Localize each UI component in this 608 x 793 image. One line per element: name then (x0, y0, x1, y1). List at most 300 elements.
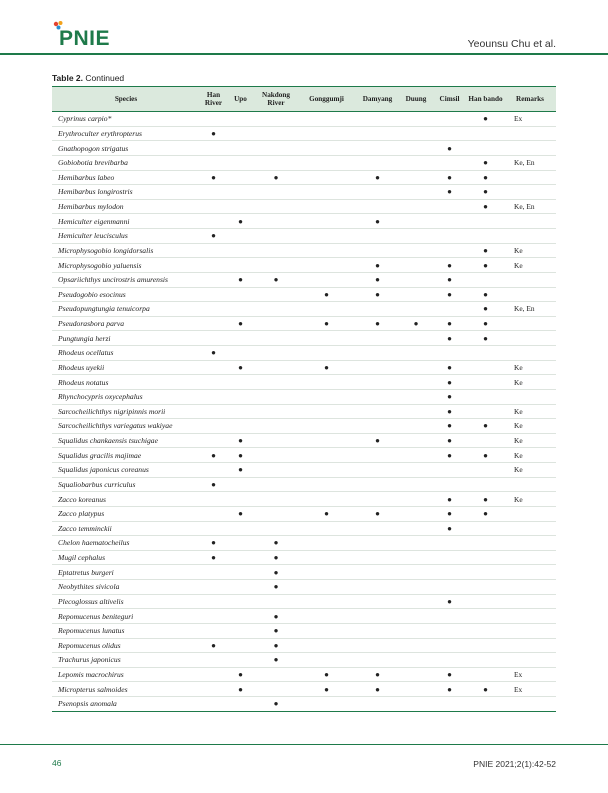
table-row (52, 155, 556, 170)
presence-cell-han (200, 682, 227, 697)
presence-cell-han (200, 594, 227, 609)
running-head-authors: Yeounsu Chu et al. (467, 38, 556, 50)
presence-cell-cimsil: ● (432, 389, 467, 404)
presence-cell-hanbando (467, 229, 504, 244)
remarks-cell (504, 536, 556, 551)
presence-cell-nakdong: ● (254, 580, 298, 595)
table-row (52, 682, 556, 697)
presence-cell-hanbando: ● (467, 506, 504, 521)
remarks-cell (504, 550, 556, 565)
presence-cell-gonggumji (298, 463, 355, 478)
presence-cell-nakdong: ● (254, 638, 298, 653)
presence-cell-duung (400, 609, 432, 624)
presence-cell-gonggumji: ● (298, 667, 355, 682)
remarks-cell (504, 229, 556, 244)
presence-cell-cimsil: ● (432, 682, 467, 697)
presence-cell-gonggumji (298, 272, 355, 287)
presence-cell-damyang: ● (355, 258, 400, 273)
presence-cell-gonggumji: ● (298, 316, 355, 331)
presence-cell-damyang (355, 594, 400, 609)
presence-cell-cimsil: ● (432, 419, 467, 434)
presence-cell-han (200, 258, 227, 273)
table-row (52, 653, 556, 668)
presence-cell-han (200, 653, 227, 668)
presence-cell-gonggumji (298, 170, 355, 185)
presence-cell-upo (227, 229, 254, 244)
presence-cell-duung (400, 477, 432, 492)
species-name: Pungtungia herzi (52, 331, 200, 346)
presence-cell-nakdong: ● (254, 565, 298, 580)
remarks-cell: Ex (504, 112, 556, 127)
remarks-cell: Ke, En (504, 302, 556, 317)
presence-cell-duung (400, 521, 432, 536)
presence-cell-duung (400, 375, 432, 390)
presence-cell-upo (227, 623, 254, 638)
remarks-cell (504, 346, 556, 361)
species-name: Pseudogobio esocinus (52, 287, 200, 302)
species-name: Eptatretus burgeri (52, 565, 200, 580)
presence-cell-gonggumji (298, 536, 355, 551)
presence-cell-upo (227, 302, 254, 317)
presence-cell-nakdong (254, 492, 298, 507)
presence-cell-hanbando (467, 638, 504, 653)
column-header-damyang: Damyang (355, 87, 400, 112)
presence-cell-nakdong (254, 243, 298, 258)
presence-cell-upo (227, 331, 254, 346)
remarks-cell (504, 506, 556, 521)
presence-cell-damyang (355, 609, 400, 624)
presence-cell-han: ● (200, 126, 227, 141)
presence-cell-nakdong: ● (254, 609, 298, 624)
remarks-cell: Ke (504, 448, 556, 463)
presence-cell-damyang (355, 346, 400, 361)
presence-cell-damyang (355, 653, 400, 668)
presence-cell-han: ● (200, 229, 227, 244)
presence-cell-gonggumji (298, 521, 355, 536)
presence-cell-cimsil: ● (432, 141, 467, 156)
presence-cell-gonggumji (298, 623, 355, 638)
presence-cell-hanbando: ● (467, 302, 504, 317)
presence-cell-damyang (355, 229, 400, 244)
presence-cell-damyang (355, 126, 400, 141)
presence-cell-gonggumji (298, 594, 355, 609)
presence-cell-han (200, 580, 227, 595)
presence-cell-nakdong (254, 287, 298, 302)
table-row (52, 492, 556, 507)
presence-cell-damyang (355, 112, 400, 127)
presence-cell-han (200, 214, 227, 229)
presence-cell-duung (400, 580, 432, 595)
presence-cell-hanbando: ● (467, 112, 504, 127)
presence-cell-damyang: ● (355, 316, 400, 331)
presence-cell-han (200, 565, 227, 580)
remarks-cell (504, 609, 556, 624)
remarks-cell (504, 521, 556, 536)
presence-cell-cimsil: ● (432, 170, 467, 185)
table-row (52, 346, 556, 361)
presence-cell-upo (227, 126, 254, 141)
remarks-cell (504, 594, 556, 609)
remarks-cell (504, 141, 556, 156)
presence-cell-duung (400, 638, 432, 653)
presence-cell-cimsil: ● (432, 272, 467, 287)
remarks-cell (504, 170, 556, 185)
presence-cell-nakdong (254, 404, 298, 419)
journal-citation: PNIE 2021;2(1):42-52 (473, 759, 556, 769)
presence-cell-gonggumji (298, 477, 355, 492)
presence-cell-damyang: ● (355, 287, 400, 302)
table-row (52, 550, 556, 565)
presence-cell-hanbando: ● (467, 155, 504, 170)
presence-cell-hanbando (467, 389, 504, 404)
presence-cell-gonggumji: ● (298, 287, 355, 302)
species-name: Pseudorasbora parva (52, 316, 200, 331)
presence-cell-upo (227, 199, 254, 214)
remarks-cell (504, 580, 556, 595)
species-name: Psenopsis anomala (52, 697, 200, 712)
presence-cell-upo (227, 653, 254, 668)
logo-text: PNIE (59, 27, 111, 50)
presence-cell-damyang: ● (355, 682, 400, 697)
presence-cell-damyang (355, 448, 400, 463)
presence-cell-upo: ● (227, 272, 254, 287)
presence-cell-nakdong: ● (254, 653, 298, 668)
presence-cell-gonggumji (298, 126, 355, 141)
species-name: Plecoglossus altivelis (52, 594, 200, 609)
presence-cell-gonggumji (298, 389, 355, 404)
remarks-cell (504, 565, 556, 580)
presence-cell-hanbando (467, 272, 504, 287)
presence-cell-damyang (355, 155, 400, 170)
presence-cell-cimsil (432, 623, 467, 638)
presence-cell-damyang (355, 375, 400, 390)
presence-cell-upo (227, 419, 254, 434)
table-row (52, 258, 556, 273)
table-row (52, 448, 556, 463)
species-name: Neobythites sivicola (52, 580, 200, 595)
presence-cell-upo (227, 141, 254, 156)
presence-cell-upo: ● (227, 448, 254, 463)
presence-cell-upo: ● (227, 463, 254, 478)
remarks-cell (504, 653, 556, 668)
remarks-cell (504, 214, 556, 229)
table-header-row (52, 87, 556, 112)
table-body (52, 112, 556, 712)
presence-cell-hanbando (467, 653, 504, 668)
presence-cell-nakdong: ● (254, 170, 298, 185)
presence-cell-hanbando (467, 214, 504, 229)
species-table (52, 86, 556, 712)
presence-cell-nakdong (254, 331, 298, 346)
presence-cell-cimsil (432, 463, 467, 478)
pnie-logo (52, 20, 122, 50)
presence-cell-nakdong: ● (254, 623, 298, 638)
presence-cell-gonggumji: ● (298, 506, 355, 521)
presence-cell-cimsil (432, 346, 467, 361)
presence-cell-duung (400, 346, 432, 361)
presence-cell-gonggumji (298, 185, 355, 200)
presence-cell-duung (400, 682, 432, 697)
species-name: Lepomis macrochirus (52, 667, 200, 682)
presence-cell-han (200, 433, 227, 448)
presence-cell-upo (227, 477, 254, 492)
table-row (52, 697, 556, 712)
presence-cell-nakdong (254, 375, 298, 390)
table-row (52, 287, 556, 302)
presence-cell-hanbando: ● (467, 287, 504, 302)
species-name: Rhodeus ocellatus (52, 346, 200, 361)
presence-cell-upo: ● (227, 316, 254, 331)
presence-cell-duung (400, 155, 432, 170)
presence-cell-damyang (355, 389, 400, 404)
presence-cell-han (200, 609, 227, 624)
presence-cell-han: ● (200, 170, 227, 185)
remarks-cell: Ke, En (504, 155, 556, 170)
presence-cell-duung (400, 141, 432, 156)
presence-cell-hanbando (467, 565, 504, 580)
presence-cell-damyang (355, 302, 400, 317)
presence-cell-nakdong (254, 360, 298, 375)
presence-cell-duung (400, 419, 432, 434)
column-header-hanbando: Han bando (467, 87, 504, 112)
footer-divider (0, 744, 608, 745)
presence-cell-gonggumji (298, 565, 355, 580)
presence-cell-cimsil: ● (432, 258, 467, 273)
presence-cell-gonggumji (298, 580, 355, 595)
presence-cell-duung (400, 170, 432, 185)
presence-cell-cimsil (432, 536, 467, 551)
presence-cell-han (200, 112, 227, 127)
presence-cell-gonggumji (298, 112, 355, 127)
remarks-cell (504, 316, 556, 331)
presence-cell-duung (400, 331, 432, 346)
presence-cell-nakdong (254, 126, 298, 141)
presence-cell-gonggumji (298, 433, 355, 448)
remarks-cell (504, 331, 556, 346)
presence-cell-han: ● (200, 346, 227, 361)
species-name: Pseudopungtungia tenuicorpa (52, 302, 200, 317)
presence-cell-damyang (355, 565, 400, 580)
presence-cell-duung (400, 185, 432, 200)
presence-cell-upo (227, 404, 254, 419)
presence-cell-nakdong (254, 477, 298, 492)
presence-cell-han (200, 419, 227, 434)
remarks-cell (504, 185, 556, 200)
presence-cell-hanbando (467, 477, 504, 492)
presence-cell-duung (400, 697, 432, 712)
column-header-upo: Upo (227, 87, 254, 112)
presence-cell-han (200, 155, 227, 170)
remarks-cell (504, 126, 556, 141)
remarks-cell: Ke (504, 375, 556, 390)
table-row (52, 112, 556, 127)
presence-cell-han (200, 316, 227, 331)
presence-cell-hanbando (467, 536, 504, 551)
presence-cell-damyang (355, 550, 400, 565)
table-row (52, 667, 556, 682)
presence-cell-hanbando (467, 433, 504, 448)
presence-cell-nakdong (254, 214, 298, 229)
presence-cell-han (200, 331, 227, 346)
table-row (52, 404, 556, 419)
remarks-cell (504, 697, 556, 712)
presence-cell-hanbando (467, 609, 504, 624)
presence-cell-upo (227, 375, 254, 390)
presence-cell-nakdong: ● (254, 550, 298, 565)
table-row (52, 521, 556, 536)
remarks-cell: Ex (504, 667, 556, 682)
presence-cell-duung (400, 229, 432, 244)
table-row (52, 536, 556, 551)
presence-cell-duung (400, 287, 432, 302)
presence-cell-upo (227, 697, 254, 712)
species-name: Zacco temminckii (52, 521, 200, 536)
remarks-cell: Ke (504, 243, 556, 258)
remarks-cell: Ke (504, 419, 556, 434)
presence-cell-gonggumji (298, 448, 355, 463)
presence-cell-han (200, 389, 227, 404)
table-row (52, 126, 556, 141)
presence-cell-damyang (355, 199, 400, 214)
presence-cell-han (200, 404, 227, 419)
remarks-cell: Ke (504, 492, 556, 507)
presence-cell-damyang (355, 697, 400, 712)
presence-cell-han (200, 360, 227, 375)
table-row (52, 243, 556, 258)
presence-cell-damyang: ● (355, 506, 400, 521)
presence-cell-upo (227, 565, 254, 580)
presence-cell-damyang (355, 360, 400, 375)
table-row (52, 214, 556, 229)
presence-cell-han (200, 287, 227, 302)
species-name: Sarcocheilichthys nigripinnis morii (52, 404, 200, 419)
presence-cell-han (200, 141, 227, 156)
presence-cell-nakdong (254, 389, 298, 404)
presence-cell-hanbando (467, 404, 504, 419)
presence-cell-hanbando: ● (467, 682, 504, 697)
presence-cell-cimsil: ● (432, 316, 467, 331)
presence-cell-gonggumji: ● (298, 360, 355, 375)
species-name: Rhynchocypris oxycephalus (52, 389, 200, 404)
species-name: Gnathopogon strigatus (52, 141, 200, 156)
presence-cell-upo (227, 112, 254, 127)
presence-cell-gonggumji (298, 404, 355, 419)
presence-cell-gonggumji (298, 609, 355, 624)
presence-cell-cimsil: ● (432, 287, 467, 302)
presence-cell-han (200, 185, 227, 200)
presence-cell-upo (227, 258, 254, 273)
presence-cell-upo: ● (227, 360, 254, 375)
presence-cell-upo (227, 389, 254, 404)
species-name: Opsariichthys uncirostris amurensis (52, 272, 200, 287)
table-row (52, 623, 556, 638)
species-name: Mugil cephalus (52, 550, 200, 565)
presence-cell-gonggumji (298, 243, 355, 258)
page-header (0, 0, 608, 60)
presence-cell-gonggumji (298, 653, 355, 668)
presence-cell-damyang: ● (355, 433, 400, 448)
presence-cell-han (200, 375, 227, 390)
presence-cell-han (200, 199, 227, 214)
presence-cell-nakdong (254, 419, 298, 434)
species-name: Repomucenus olidus (52, 638, 200, 653)
presence-cell-gonggumji (298, 229, 355, 244)
presence-cell-gonggumji (298, 302, 355, 317)
presence-cell-damyang (355, 331, 400, 346)
presence-cell-damyang: ● (355, 272, 400, 287)
presence-cell-gonggumji (298, 199, 355, 214)
column-header-nakdong: Nakdong River (254, 87, 298, 112)
remarks-cell: Ke (504, 404, 556, 419)
presence-cell-damyang (355, 419, 400, 434)
presence-cell-gonggumji (298, 375, 355, 390)
remarks-cell (504, 638, 556, 653)
presence-cell-cimsil (432, 155, 467, 170)
presence-cell-nakdong (254, 302, 298, 317)
presence-cell-duung (400, 550, 432, 565)
presence-cell-cimsil (432, 638, 467, 653)
remarks-cell: Ke (504, 463, 556, 478)
presence-cell-cimsil: ● (432, 448, 467, 463)
presence-cell-upo (227, 287, 254, 302)
presence-cell-han (200, 302, 227, 317)
presence-cell-hanbando: ● (467, 258, 504, 273)
table-row (52, 389, 556, 404)
table-row (52, 594, 556, 609)
presence-cell-cimsil: ● (432, 506, 467, 521)
presence-cell-cimsil: ● (432, 433, 467, 448)
presence-cell-han: ● (200, 477, 227, 492)
presence-cell-upo (227, 170, 254, 185)
presence-cell-duung (400, 126, 432, 141)
presence-cell-damyang (355, 477, 400, 492)
presence-cell-gonggumji (298, 492, 355, 507)
species-name: Chelon haematocheilus (52, 536, 200, 551)
presence-cell-hanbando (467, 141, 504, 156)
table-row (52, 360, 556, 375)
presence-cell-duung (400, 565, 432, 580)
presence-cell-cimsil (432, 550, 467, 565)
presence-cell-damyang (355, 185, 400, 200)
presence-cell-hanbando (467, 346, 504, 361)
column-header-remarks: Remarks (504, 87, 556, 112)
presence-cell-damyang (355, 623, 400, 638)
presence-cell-han (200, 243, 227, 258)
presence-cell-cimsil: ● (432, 404, 467, 419)
presence-cell-cimsil (432, 302, 467, 317)
presence-cell-upo (227, 155, 254, 170)
presence-cell-duung (400, 112, 432, 127)
presence-cell-duung (400, 433, 432, 448)
presence-cell-damyang (355, 638, 400, 653)
presence-cell-duung (400, 272, 432, 287)
table-row (52, 331, 556, 346)
presence-cell-gonggumji (298, 258, 355, 273)
presence-cell-han (200, 697, 227, 712)
presence-cell-hanbando (467, 594, 504, 609)
table-row (52, 463, 556, 478)
presence-cell-damyang: ● (355, 214, 400, 229)
presence-cell-nakdong (254, 112, 298, 127)
species-name: Squalidus gracilis majimae (52, 448, 200, 463)
presence-cell-han (200, 492, 227, 507)
presence-cell-nakdong (254, 316, 298, 331)
page-number: 46 (52, 758, 62, 768)
presence-cell-duung (400, 653, 432, 668)
presence-cell-duung (400, 360, 432, 375)
presence-cell-nakdong: ● (254, 697, 298, 712)
table-row (52, 316, 556, 331)
